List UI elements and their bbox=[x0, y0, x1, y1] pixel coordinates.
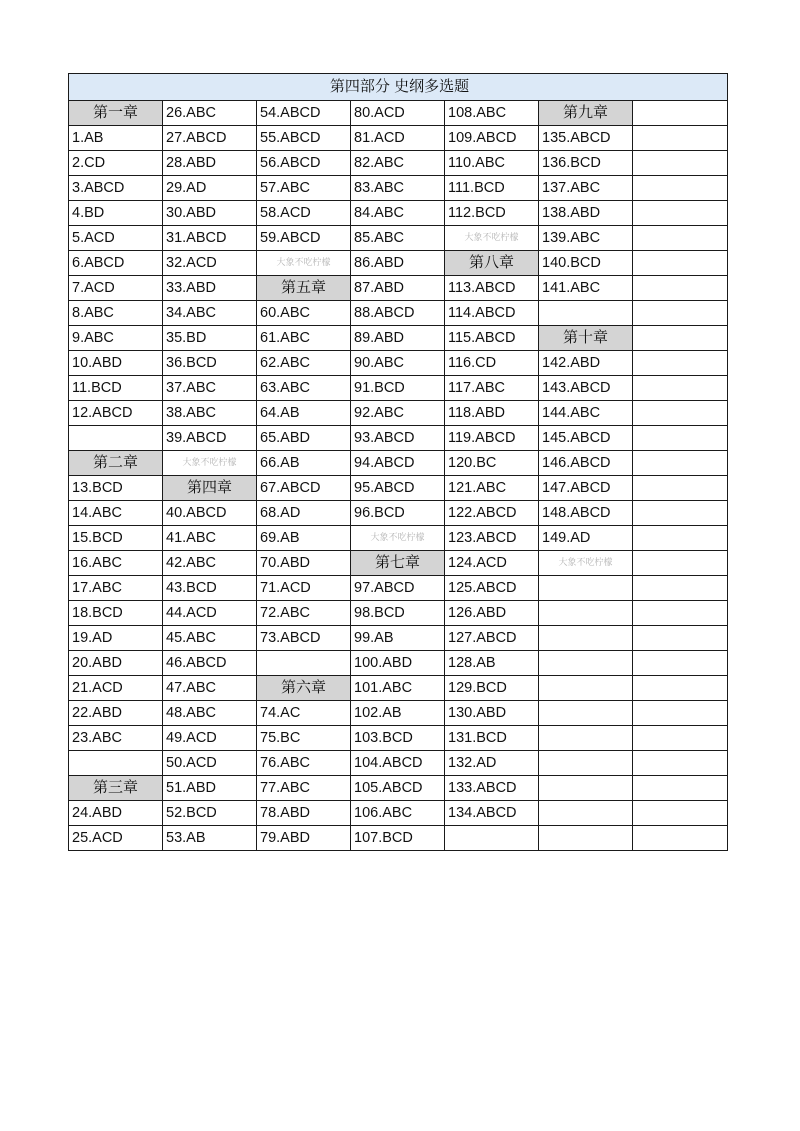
answer-cell: 57.ABC bbox=[257, 176, 351, 201]
answer-cell: 104.ABCD bbox=[351, 751, 445, 776]
sheet-title: 第四部分 史纲多选题 bbox=[69, 74, 728, 101]
answer-cell: 98.BCD bbox=[351, 601, 445, 626]
answer-cell: 110.ABC bbox=[445, 151, 539, 176]
answer-cell: 87.ABD bbox=[351, 276, 445, 301]
empty-cell bbox=[633, 376, 728, 401]
empty-cell bbox=[633, 526, 728, 551]
answer-cell: 137.ABC bbox=[539, 176, 633, 201]
answer-cell: 130.ABD bbox=[445, 701, 539, 726]
empty-cell bbox=[539, 801, 633, 826]
answer-cell: 37.ABC bbox=[163, 376, 257, 401]
answer-cell: 76.ABC bbox=[257, 751, 351, 776]
answer-cell: 63.ABC bbox=[257, 376, 351, 401]
answer-cell: 109.ABCD bbox=[445, 126, 539, 151]
answer-cell: 16.ABC bbox=[69, 551, 163, 576]
answer-cell: 35.BD bbox=[163, 326, 257, 351]
answer-cell: 136.BCD bbox=[539, 151, 633, 176]
answer-cell: 99.AB bbox=[351, 626, 445, 651]
empty-cell bbox=[633, 676, 728, 701]
table-row bbox=[69, 801, 728, 826]
table-row bbox=[69, 551, 728, 576]
answer-cell: 134.ABCD bbox=[445, 801, 539, 826]
answer-cell: 122.ABCD bbox=[445, 501, 539, 526]
answer-cell: 71.ACD bbox=[257, 576, 351, 601]
table-row bbox=[69, 301, 728, 326]
table-row bbox=[69, 251, 728, 276]
answer-cell: 97.ABCD bbox=[351, 576, 445, 601]
answer-cell: 51.ABD bbox=[163, 776, 257, 801]
answer-cell: 7.ACD bbox=[69, 276, 163, 301]
watermark-text: 大象不吃柠檬 bbox=[539, 551, 633, 576]
answer-cell: 40.ABCD bbox=[163, 501, 257, 526]
empty-cell bbox=[633, 626, 728, 651]
answer-cell: 21.ACD bbox=[69, 676, 163, 701]
answer-cell: 54.ABCD bbox=[257, 101, 351, 126]
answer-cell: 49.ACD bbox=[163, 726, 257, 751]
chapter-header: 第四章 bbox=[163, 476, 257, 501]
answer-cell: 128.AB bbox=[445, 651, 539, 676]
answer-cell: 148.ABCD bbox=[539, 501, 633, 526]
answer-cell: 69.AB bbox=[257, 526, 351, 551]
answer-cell: 90.ABC bbox=[351, 351, 445, 376]
answer-cell: 48.ABC bbox=[163, 701, 257, 726]
answer-cell: 31.ABCD bbox=[163, 226, 257, 251]
answer-cell: 5.ACD bbox=[69, 226, 163, 251]
answer-cell: 133.ABCD bbox=[445, 776, 539, 801]
table-row bbox=[69, 626, 728, 651]
chapter-header: 第八章 bbox=[445, 251, 539, 276]
answer-cell: 27.ABCD bbox=[163, 126, 257, 151]
answer-cell: 15.BCD bbox=[69, 526, 163, 551]
answer-cell: 22.ABD bbox=[69, 701, 163, 726]
empty-cell bbox=[633, 776, 728, 801]
table-row bbox=[69, 501, 728, 526]
empty-cell bbox=[633, 151, 728, 176]
answer-cell: 44.ACD bbox=[163, 601, 257, 626]
watermark-text: 大象不吃柠檬 bbox=[163, 451, 257, 476]
empty-cell bbox=[633, 551, 728, 576]
answer-cell: 55.ABCD bbox=[257, 126, 351, 151]
table-row bbox=[69, 526, 728, 551]
answer-cell: 64.AB bbox=[257, 401, 351, 426]
table-row bbox=[69, 651, 728, 676]
empty-cell bbox=[445, 826, 539, 851]
answer-cell: 6.ABCD bbox=[69, 251, 163, 276]
answer-cell: 52.BCD bbox=[163, 801, 257, 826]
answer-cell: 107.BCD bbox=[351, 826, 445, 851]
answer-cell: 72.ABC bbox=[257, 601, 351, 626]
answer-cell: 85.ABC bbox=[351, 226, 445, 251]
answer-cell: 46.ABCD bbox=[163, 651, 257, 676]
empty-cell bbox=[539, 576, 633, 601]
empty-cell bbox=[633, 651, 728, 676]
empty-cell bbox=[69, 426, 163, 451]
answer-cell: 19.AD bbox=[69, 626, 163, 651]
chapter-header: 第五章 bbox=[257, 276, 351, 301]
chapter-header: 第七章 bbox=[351, 551, 445, 576]
answer-cell: 119.ABCD bbox=[445, 426, 539, 451]
answer-cell: 83.ABC bbox=[351, 176, 445, 201]
table-row bbox=[69, 126, 728, 151]
empty-cell bbox=[633, 176, 728, 201]
answer-cell: 74.AC bbox=[257, 701, 351, 726]
table-row bbox=[69, 401, 728, 426]
empty-cell bbox=[633, 201, 728, 226]
answer-cell: 45.ABC bbox=[163, 626, 257, 651]
table-row bbox=[69, 276, 728, 301]
answer-cell: 95.ABCD bbox=[351, 476, 445, 501]
answer-cell: 117.ABC bbox=[445, 376, 539, 401]
empty-cell bbox=[539, 776, 633, 801]
answer-cell: 132.AD bbox=[445, 751, 539, 776]
answer-cell: 70.ABD bbox=[257, 551, 351, 576]
answer-cell: 12.ABCD bbox=[69, 401, 163, 426]
answer-cell: 141.ABC bbox=[539, 276, 633, 301]
table-row bbox=[69, 451, 728, 476]
answer-cell: 123.ABCD bbox=[445, 526, 539, 551]
empty-cell bbox=[633, 401, 728, 426]
answer-cell: 126.ABD bbox=[445, 601, 539, 626]
answer-cell: 8.ABC bbox=[69, 301, 163, 326]
answer-cell: 82.ABC bbox=[351, 151, 445, 176]
answer-cell: 145.ABCD bbox=[539, 426, 633, 451]
empty-cell bbox=[539, 751, 633, 776]
chapter-header: 第一章 bbox=[69, 101, 163, 126]
empty-cell bbox=[633, 601, 728, 626]
answer-cell: 58.ACD bbox=[257, 201, 351, 226]
answer-cell: 67.ABCD bbox=[257, 476, 351, 501]
answer-cell: 120.BC bbox=[445, 451, 539, 476]
answer-cell: 26.ABC bbox=[163, 101, 257, 126]
answer-cell: 102.AB bbox=[351, 701, 445, 726]
answer-cell: 106.ABC bbox=[351, 801, 445, 826]
empty-cell bbox=[539, 301, 633, 326]
answer-cell: 92.ABC bbox=[351, 401, 445, 426]
answer-cell: 41.ABC bbox=[163, 526, 257, 551]
answer-cell: 108.ABC bbox=[445, 101, 539, 126]
table-row bbox=[69, 376, 728, 401]
chapter-header: 第九章 bbox=[539, 101, 633, 126]
chapter-header: 第六章 bbox=[257, 676, 351, 701]
empty-cell bbox=[633, 351, 728, 376]
empty-cell bbox=[633, 476, 728, 501]
watermark-text: 大象不吃柠檬 bbox=[351, 526, 445, 551]
answer-cell: 30.ABD bbox=[163, 201, 257, 226]
answer-cell: 101.ABC bbox=[351, 676, 445, 701]
answer-cell: 135.ABCD bbox=[539, 126, 633, 151]
answer-cell: 66.AB bbox=[257, 451, 351, 476]
table-row bbox=[69, 776, 728, 801]
answer-cell: 138.ABD bbox=[539, 201, 633, 226]
empty-cell bbox=[633, 801, 728, 826]
table-row bbox=[69, 426, 728, 451]
answer-cell: 68.AD bbox=[257, 501, 351, 526]
chapter-header: 第十章 bbox=[539, 326, 633, 351]
answer-cell: 115.ABCD bbox=[445, 326, 539, 351]
answer-cell: 125.ABCD bbox=[445, 576, 539, 601]
answer-cell: 103.BCD bbox=[351, 726, 445, 751]
answer-cell: 146.ABCD bbox=[539, 451, 633, 476]
answer-cell: 129.BCD bbox=[445, 676, 539, 701]
answer-cell: 47.ABC bbox=[163, 676, 257, 701]
answer-cell: 94.ABCD bbox=[351, 451, 445, 476]
answer-cell: 89.ABD bbox=[351, 326, 445, 351]
answer-cell: 93.ABCD bbox=[351, 426, 445, 451]
answer-cell: 43.BCD bbox=[163, 576, 257, 601]
table-row bbox=[69, 351, 728, 376]
answer-cell: 38.ABC bbox=[163, 401, 257, 426]
table-row bbox=[69, 201, 728, 226]
answer-cell: 80.ACD bbox=[351, 101, 445, 126]
empty-cell bbox=[633, 826, 728, 851]
table-row bbox=[69, 601, 728, 626]
answer-cell: 25.ACD bbox=[69, 826, 163, 851]
empty-cell bbox=[633, 276, 728, 301]
answer-cell: 1.AB bbox=[69, 126, 163, 151]
answer-cell: 88.ABCD bbox=[351, 301, 445, 326]
answer-cell: 77.ABC bbox=[257, 776, 351, 801]
answer-cell: 131.BCD bbox=[445, 726, 539, 751]
answer-cell: 62.ABC bbox=[257, 351, 351, 376]
empty-cell bbox=[257, 651, 351, 676]
answer-cell: 124.ACD bbox=[445, 551, 539, 576]
answer-cell: 50.ACD bbox=[163, 751, 257, 776]
answer-cell: 3.ABCD bbox=[69, 176, 163, 201]
answer-cell: 39.ABCD bbox=[163, 426, 257, 451]
answer-cell: 65.ABD bbox=[257, 426, 351, 451]
empty-cell bbox=[633, 701, 728, 726]
watermark-text: 大象不吃柠檬 bbox=[257, 251, 351, 276]
empty-cell bbox=[633, 426, 728, 451]
table-row bbox=[69, 701, 728, 726]
answer-cell: 73.ABCD bbox=[257, 626, 351, 651]
answer-cell: 9.ABC bbox=[69, 326, 163, 351]
answer-cell: 75.BC bbox=[257, 726, 351, 751]
answer-cell: 29.AD bbox=[163, 176, 257, 201]
table-row bbox=[69, 726, 728, 751]
empty-cell bbox=[633, 301, 728, 326]
empty-cell bbox=[633, 101, 728, 126]
answer-cell: 28.ABD bbox=[163, 151, 257, 176]
answer-cell: 121.ABC bbox=[445, 476, 539, 501]
empty-cell bbox=[633, 451, 728, 476]
answer-cell: 53.AB bbox=[163, 826, 257, 851]
answer-cell: 78.ABD bbox=[257, 801, 351, 826]
answer-cell: 14.ABC bbox=[69, 501, 163, 526]
empty-cell bbox=[633, 251, 728, 276]
table-row bbox=[69, 826, 728, 851]
empty-cell bbox=[69, 751, 163, 776]
answer-cell: 4.BD bbox=[69, 201, 163, 226]
answer-cell: 61.ABC bbox=[257, 326, 351, 351]
answer-cell: 118.ABD bbox=[445, 401, 539, 426]
answer-cell: 105.ABCD bbox=[351, 776, 445, 801]
answer-cell: 113.ABCD bbox=[445, 276, 539, 301]
answer-cell: 33.ABD bbox=[163, 276, 257, 301]
answer-cell: 10.ABD bbox=[69, 351, 163, 376]
answer-cell: 17.ABC bbox=[69, 576, 163, 601]
table-row bbox=[69, 226, 728, 251]
answer-cell: 142.ABD bbox=[539, 351, 633, 376]
answer-cell: 59.ABCD bbox=[257, 226, 351, 251]
answer-cell: 60.ABC bbox=[257, 301, 351, 326]
table-row bbox=[69, 476, 728, 501]
empty-cell bbox=[633, 126, 728, 151]
answer-cell: 111.BCD bbox=[445, 176, 539, 201]
answer-cell: 36.BCD bbox=[163, 351, 257, 376]
answer-cell: 100.ABD bbox=[351, 651, 445, 676]
empty-cell bbox=[539, 601, 633, 626]
answer-cell: 114.ABCD bbox=[445, 301, 539, 326]
empty-cell bbox=[633, 501, 728, 526]
title-row bbox=[69, 74, 728, 101]
empty-cell bbox=[539, 626, 633, 651]
answer-cell: 116.CD bbox=[445, 351, 539, 376]
answer-cell: 24.ABD bbox=[69, 801, 163, 826]
answer-cell: 18.BCD bbox=[69, 601, 163, 626]
answer-cell: 140.BCD bbox=[539, 251, 633, 276]
table-row bbox=[69, 101, 728, 126]
answer-cell: 11.BCD bbox=[69, 376, 163, 401]
answer-cell: 23.ABC bbox=[69, 726, 163, 751]
answer-cell: 127.ABCD bbox=[445, 626, 539, 651]
table-row bbox=[69, 576, 728, 601]
answer-cell: 147.ABCD bbox=[539, 476, 633, 501]
answer-cell: 91.BCD bbox=[351, 376, 445, 401]
answer-cell: 2.CD bbox=[69, 151, 163, 176]
answer-cell: 20.ABD bbox=[69, 651, 163, 676]
answer-cell: 112.BCD bbox=[445, 201, 539, 226]
answer-cell: 96.BCD bbox=[351, 501, 445, 526]
empty-cell bbox=[633, 751, 728, 776]
chapter-header: 第二章 bbox=[69, 451, 163, 476]
answer-cell: 149.AD bbox=[539, 526, 633, 551]
table-row bbox=[69, 326, 728, 351]
watermark-text: 大象不吃柠檬 bbox=[445, 226, 539, 251]
empty-cell bbox=[633, 726, 728, 751]
answer-cell: 139.ABC bbox=[539, 226, 633, 251]
empty-cell bbox=[633, 226, 728, 251]
empty-cell bbox=[539, 676, 633, 701]
empty-cell bbox=[633, 576, 728, 601]
chapter-header: 第三章 bbox=[69, 776, 163, 801]
answer-cell: 143.ABCD bbox=[539, 376, 633, 401]
empty-cell bbox=[539, 701, 633, 726]
empty-cell bbox=[539, 651, 633, 676]
answer-cell: 42.ABC bbox=[163, 551, 257, 576]
table-row bbox=[69, 676, 728, 701]
empty-cell bbox=[633, 326, 728, 351]
answer-cell: 13.BCD bbox=[69, 476, 163, 501]
empty-cell bbox=[539, 726, 633, 751]
answer-cell: 32.ACD bbox=[163, 251, 257, 276]
table-row bbox=[69, 176, 728, 201]
answer-cell: 84.ABC bbox=[351, 201, 445, 226]
answer-cell: 56.ABCD bbox=[257, 151, 351, 176]
answer-cell: 34.ABC bbox=[163, 301, 257, 326]
table-row bbox=[69, 151, 728, 176]
answer-cell: 79.ABD bbox=[257, 826, 351, 851]
answer-cell: 86.ABD bbox=[351, 251, 445, 276]
answer-cell: 144.ABC bbox=[539, 401, 633, 426]
table-row bbox=[69, 751, 728, 776]
empty-cell bbox=[539, 826, 633, 851]
answer-cell: 81.ACD bbox=[351, 126, 445, 151]
answer-sheet-table bbox=[68, 73, 728, 851]
